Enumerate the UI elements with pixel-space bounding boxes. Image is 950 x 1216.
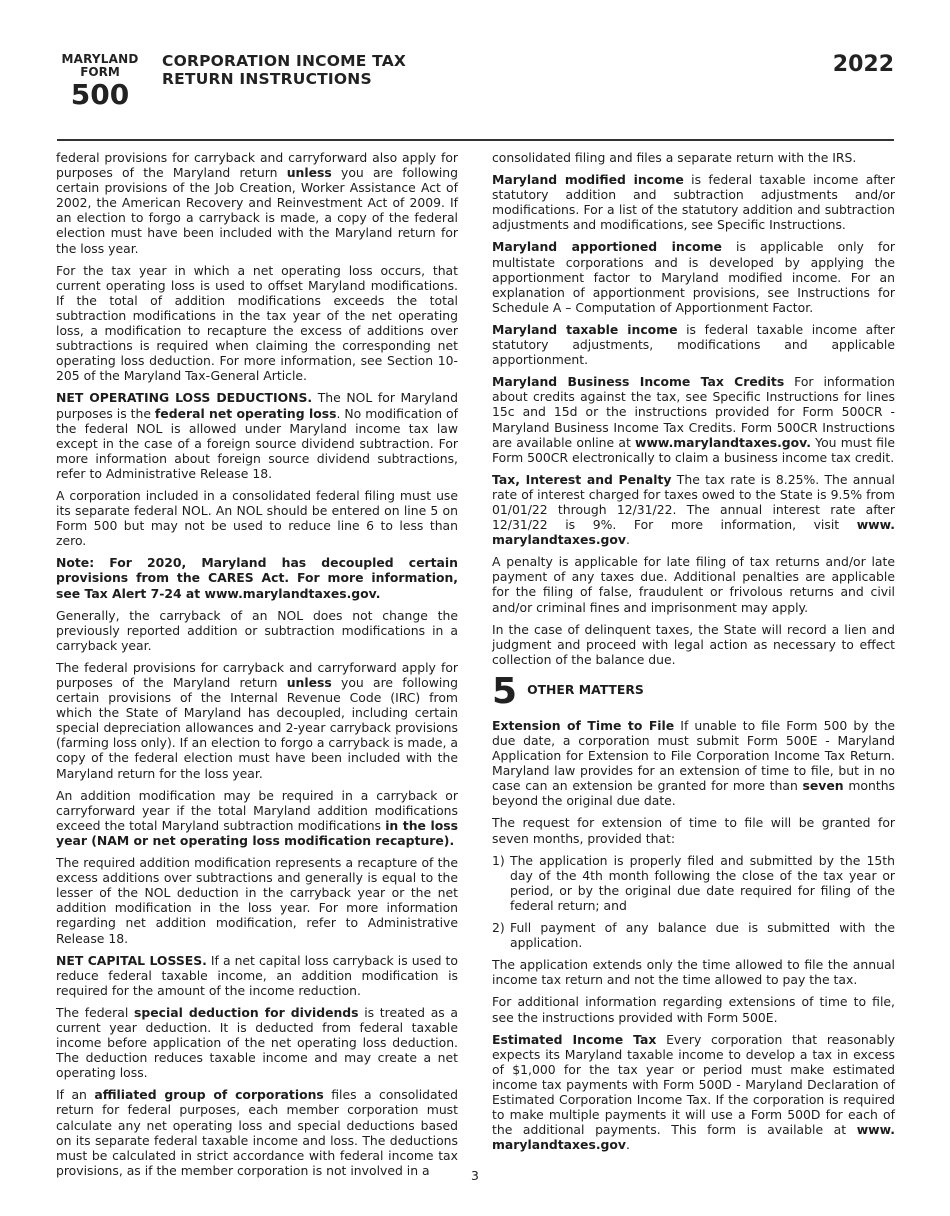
left-column — [56, 150, 458, 1185]
website-link[interactable]: www. marylandtaxes.gov — [492, 517, 895, 548]
form-word: FORM — [80, 65, 120, 79]
paragraph: The application extends only the time allowed to file the annual income tax return and not the time allowed to pay the tax. — [492, 957, 895, 988]
form-identifier — [58, 52, 142, 110]
paragraph: For additional information regarding extensions of time to file, see the instructions provided with Form 500E. — [492, 994, 895, 1025]
website-link[interactable]: www.marylandtaxes.gov. — [635, 434, 811, 450]
note-paragraph: Note: For 2020, Maryland has decoupled certain provisions from the CARES Act. For more information, see Tax Alert 7-24 at www.marylandtaxes.gov. — [56, 555, 458, 601]
paragraph: Maryland Business Income Tax Credits For information about credits against the tax, see Specific Instructions for lines 15c and 15d or the instructions provided for Form 500CR - Maryland Business Income Tax Credits. Form 500CR Instructions are available online at www.marylandtaxes.gov. You must file Form 500CR electronically to claim a business income tax credit. — [492, 374, 896, 465]
document-title — [162, 52, 406, 88]
paragraph: The federal special deduction for dividends is treated as a current year deduction. It is deducted from federal taxable income before application of the net operating loss deduction. The deduction reduces taxable income and may create a net operating loss. — [56, 1004, 458, 1081]
paragraph: A penalty is applicable for late filing of tax returns and/or late payment of any taxes due. Additional penalties are applicable for the filing of false, fraudulent or frivolous returns and civil and/or criminal fines and imprisonment may apply. — [492, 554, 895, 615]
form-number: 500 — [70, 78, 130, 111]
paragraph: Maryland apportioned income is applicable only for multistate corporations and is developed by applying the apportionment factor to Maryland modified income. For an explanation of apportionment provisions, see Instructions for Schedule A – Computation of Apportionment Factor. — [492, 239, 896, 315]
paragraph: Maryland taxable income is federal taxable income after statutory adjustments, modifications and applicable apportionment. — [492, 321, 895, 368]
paragraph: The request for extension of time to file will be granted for seven months, provided that: — [492, 815, 895, 846]
form-state: MARYLAND — [61, 52, 139, 66]
header-divider — [57, 139, 894, 141]
right-column — [492, 150, 895, 1159]
paragraph: The required addition modification represents a recapture of the excess additions over subtractions and generally is equal to the lesser of the NOL deduction in the carryback year or the net addition modification in the loss year. For more information regarding net addition modification, refer to Administrative Release 18. — [56, 855, 458, 946]
paragraph: Extension of Time to File If unable to file Form 500 by the due date, a corporation must submit Form 500E - Maryland Application for Extension to File Corporation Income Tax Return. Maryland law provides for an extension of time to file, but in no case can an extension be granted for more than seven months beyond the original due date. — [492, 717, 896, 809]
page-header — [0, 0, 950, 142]
website-link[interactable]: www. marylandtaxes.gov — [492, 1122, 895, 1153]
paragraph: consolidated filing and files a separate return with the IRS. — [492, 150, 857, 165]
paragraph: Maryland modified income is federal taxable income after statutory addition and subtraction adjustments and/or modifications. For a list of the statutory addition and subtraction adjustments and modifications, see Specific Instructions. — [492, 172, 896, 233]
section-number: 5 — [492, 670, 518, 712]
paragraph: Tax, Interest and Penalty The tax rate is 8.25%. The annual rate of interest charged for taxes owed to the State is 9.5% from 01/01/22 through 12/31/22. The annual interest rate after 12/31/22 is 9%. For more information, visit www. marylandtaxes.gov. — [492, 471, 895, 548]
paragraph: federal provisions for carryback and carryforward also apply for purposes of the Maryland return unless you are following certain provisions of the Job Creation, Worker Assistance Act of 2002, the American Recovery and Reinvestment Act of 2009. If an election to forgo a carryback is made, a copy of the federal election must have been included with the Maryland return for the loss year. — [56, 150, 458, 256]
tax-year: 2022 — [832, 52, 894, 77]
section-heading — [492, 670, 895, 712]
list-item: 2) Full payment of any balance due is submitted with the application. — [492, 920, 895, 951]
paragraph: If an affiliated group of corporations files a consolidated return for federal purposes, each member corporation must calculate any net operating loss and special deductions based on its separate federal taxable income and loss. The deductions must be calculated in strict accordance with federal income tax provisions, as if the member corporation is not involved in a — [56, 1087, 458, 1178]
paragraph: A corporation included in a consolidated federal filing must use its separate federal NOL. An NOL should be entered on line 5 on Form 500 but may not be used to reduce line 6 to less than zero. — [56, 487, 458, 549]
paragraph: Generally, the carryback of an NOL does not change the previously reported addition or subtraction modifications in a carryback year. — [56, 607, 458, 653]
paragraph: The federal provisions for carryback and carryforward apply for purposes of the Maryland return unless you are following certain provisions of the Internal Revenue Code (IRC) from which the State of Maryland has decoupled, including certain special depreciation allowances and 2-year carryback provisions (farming loss only). If an election to forgo a carryback is made, a copy of the federal election must have been included with the Maryland return for the loss year. — [56, 659, 458, 781]
page-number: 3 — [471, 1168, 479, 1183]
paragraph: For the tax year in which a net operating loss occurs, that current operating loss is used to offset Maryland modifications. If the total of addition modifications exceeds the total subtraction modifications in the tax year of the net operating loss, a modification to recapture the excess of additions over subtractions is required when claiming the corresponding net operating loss deduction. For more information, see Section 10-205 of the Maryland Tax-General Article. — [56, 262, 458, 384]
paragraph: Estimated Income Tax Every corporation that reasonably expects its Maryland taxable income to develop a tax in excess of $1,000 for the tax year or period must make estimated income tax payments with Form 500D - Maryland Declaration of Estimated Corporation Income Tax. If the corporation is required to make multiple payments it will use a Form 500D for each of the additional payments. This form is available at www. marylandtaxes.gov. — [492, 1031, 895, 1153]
list-item: 1) The application is properly filed and submitted by the 15th day of the 4th month following the close of the tax year or period, or by the original due date required for filing of the federal return; and — [492, 852, 895, 913]
paragraph: NET CAPITAL LOSSES. If a net capital loss carryback is used to reduce federal taxable income, an addition modification is required for the amount of the income reduction. — [56, 952, 458, 998]
title-line-2: RETURN INSTRUCTIONS — [162, 70, 372, 88]
title-line-1: CORPORATION INCOME TAX — [162, 52, 407, 70]
paragraph: An addition modification may be required in a carryback or carryforward year if the total Maryland addition modifications exceed the total Maryland subtraction modifications in the loss year (NAM or net operating loss modification recapture). — [56, 787, 458, 848]
paragraph: NET OPERATING LOSS DEDUCTIONS. The NOL for Maryland purposes is the federal net operating loss. No modification of the federal NOL is allowed under Maryland income tax law except in the case of a foreign source dividend subtraction. For more information about foreign source dividend subtractions, refer to Administrative Release 18. — [56, 390, 458, 481]
paragraph: In the case of delinquent taxes, the State will record a lien and judgment and proceed with legal action as necessary to effect collection of the balance due. — [492, 621, 895, 667]
section-label: OTHER MATTERS — [527, 681, 644, 697]
